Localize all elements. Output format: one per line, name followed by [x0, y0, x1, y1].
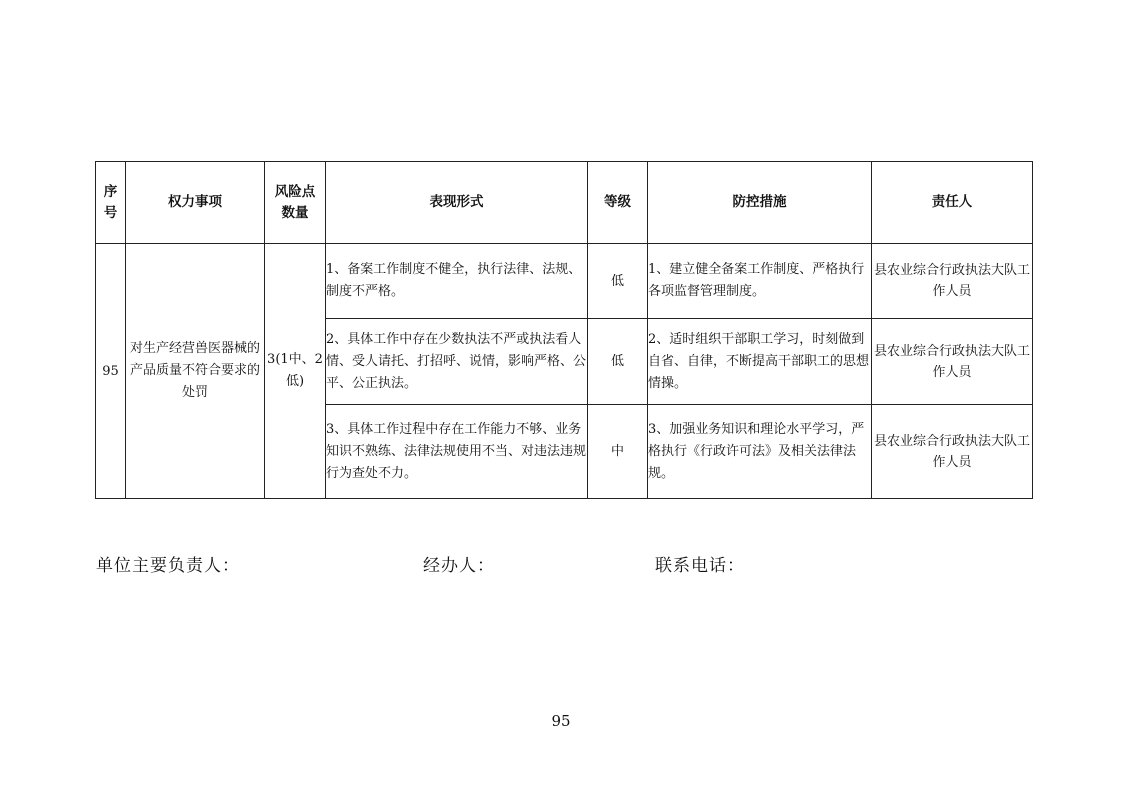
header-measures: 防控措施	[648, 162, 872, 244]
header-power-item: 权力事项	[126, 162, 265, 244]
responsible-cell: 县农业综合行政执法大队工作人员	[872, 319, 1033, 405]
handler-signature-label: 经办人：	[423, 556, 495, 576]
page-number: 95	[551, 712, 571, 730]
phone-label: 联系电话：	[655, 556, 745, 576]
level-cell: 低	[588, 319, 648, 405]
level-cell: 低	[588, 244, 648, 319]
measures-cell: 2、适时组织干部职工学习，时刻做到自省、自律，不断提高干部职工的思想情操。	[648, 319, 872, 405]
risk-count-cell: 3(1中、2低)	[265, 244, 326, 499]
header-level: 等级	[588, 162, 648, 244]
header-responsible: 责任人	[872, 162, 1033, 244]
power-item-cell: 对生产经营兽医器械的产品质量不符合要求的处罚	[126, 244, 265, 499]
manifestation-cell: 2、具体工作中存在少数执法不严或执法看人情、受人请托、打招呼、说情，影响严格、公平、公正执法。	[326, 319, 588, 405]
header-seq: 序 号	[96, 162, 126, 244]
risk-control-table	[95, 161, 1033, 499]
unit-head-signature-label: 单位主要负责人：	[96, 556, 240, 576]
table-row	[96, 244, 1033, 319]
header-manifestation: 表现形式	[326, 162, 588, 244]
header-risk-count: 风险点 数量	[265, 162, 326, 244]
seq-cell: 95	[96, 244, 126, 499]
measures-cell: 1、建立健全备案工作制度、严格执行各项监督管理制度。	[648, 244, 872, 319]
level-cell: 中	[588, 405, 648, 499]
responsible-cell: 县农业综合行政执法大队工作人员	[872, 405, 1033, 499]
manifestation-cell: 1、备案工作制度不健全，执行法律、法规、制度不严格。	[326, 244, 588, 319]
manifestation-cell: 3、具体工作过程中存在工作能力不够、业务知识不熟练、法律法规使用不当、对违法违规行为查处不力。	[326, 405, 588, 499]
responsible-cell: 县农业综合行政执法大队工作人员	[872, 244, 1033, 319]
measures-cell: 3、加强业务知识和理论水平学习，严格执行《行政许可法》及相关法律法规。	[648, 405, 872, 499]
table-header-row	[96, 162, 1033, 244]
